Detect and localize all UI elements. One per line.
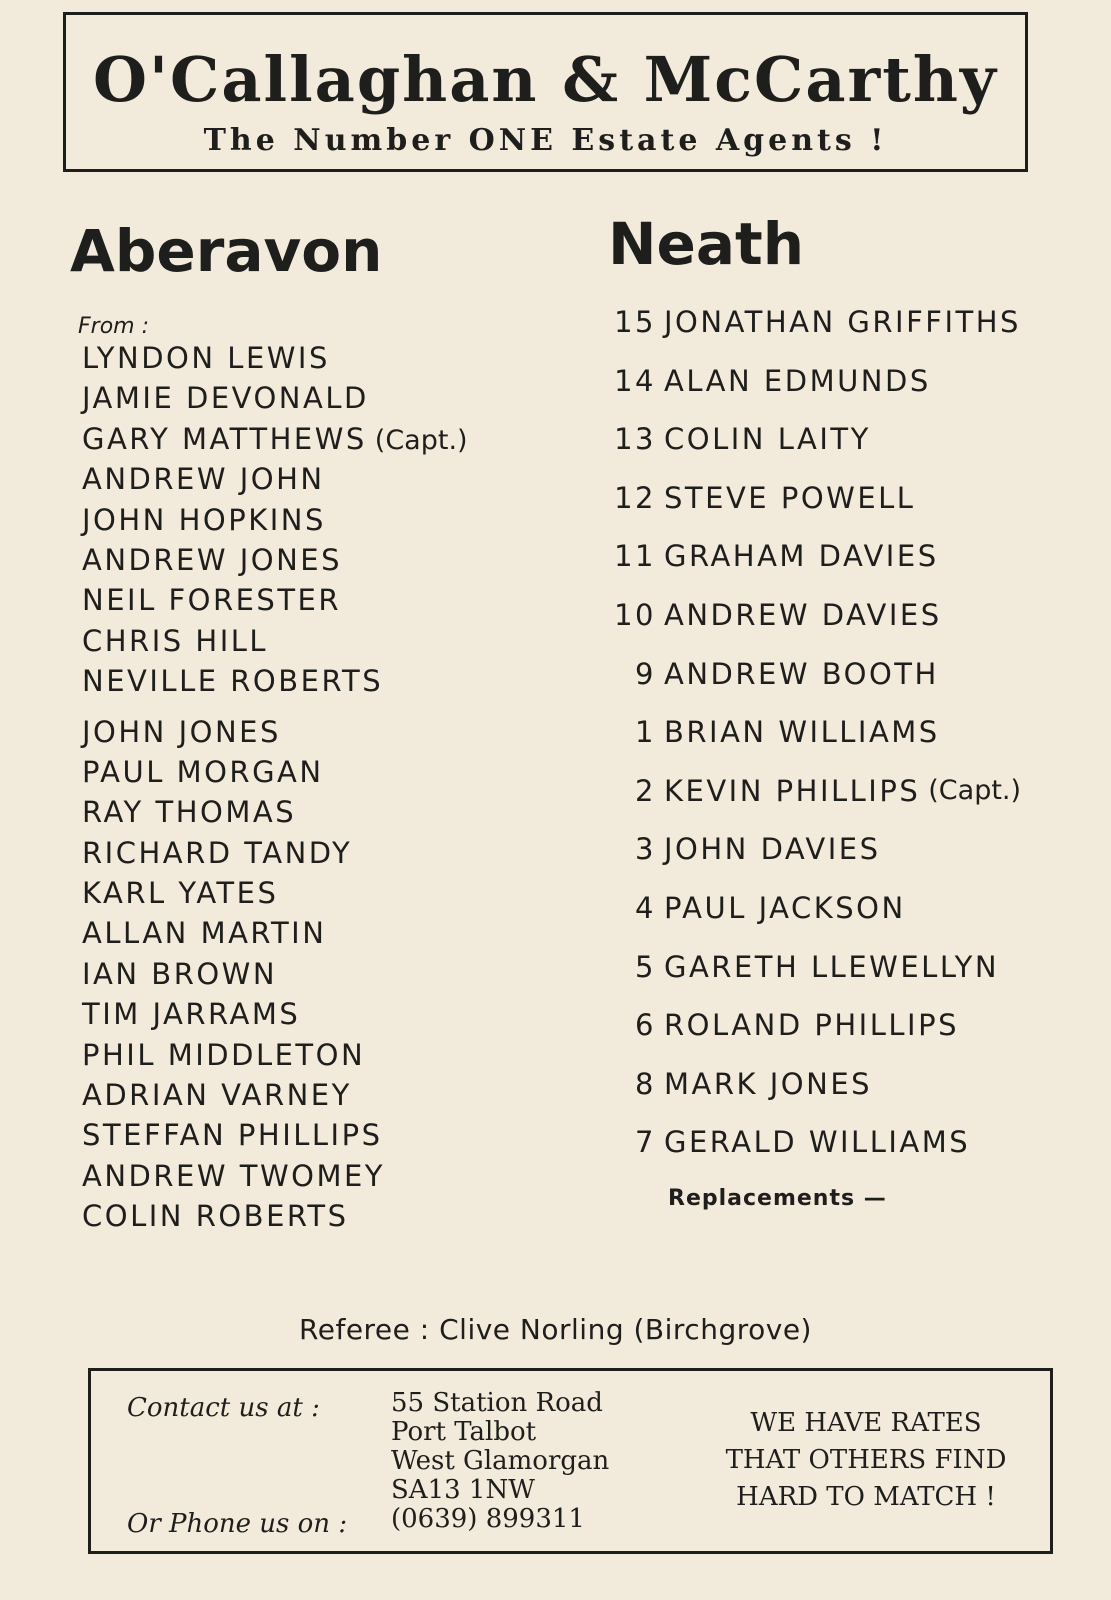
shirt-number: 8 [635, 1066, 656, 1101]
agency-tagline: The Number ONE Estate Agents ! [203, 123, 888, 158]
shirt-number: 14 [614, 363, 656, 398]
list-item [600, 536, 1021, 595]
shirt-number: 13 [614, 422, 656, 457]
list-item [600, 654, 1021, 713]
list-item [82, 378, 468, 418]
phone-label: Or Phone us on : [127, 1509, 348, 1539]
list-item [82, 873, 468, 913]
list-item [600, 478, 1021, 537]
list-item [82, 459, 468, 499]
from-label: From : [78, 314, 149, 339]
player-name: JOHN JONES [82, 714, 281, 749]
list-item [600, 1122, 1021, 1181]
player-name: ADRIAN VARNEY [82, 1078, 352, 1113]
replacements-label: Replacements — [668, 1186, 887, 1211]
player-name: RAY THOMAS [82, 795, 297, 830]
player-name: BRIAN WILLIAMS [664, 715, 940, 750]
shirt-number: 6 [635, 1008, 656, 1043]
home-team-heading: Aberavon [70, 217, 383, 285]
player-name: MARK JONES [664, 1066, 873, 1101]
away-team-heading: Neath [608, 210, 805, 278]
shirt-number: 4 [635, 890, 656, 925]
list-item [600, 947, 1021, 1006]
list-item [82, 792, 468, 832]
address-line: 55 Station Road [391, 1388, 603, 1418]
player-name: JAMIE DEVONALD [82, 381, 369, 416]
player-name: PHIL MIDDLETON [82, 1037, 366, 1072]
slogan-line: HARD TO MATCH ! [736, 1482, 996, 1512]
list-item [82, 954, 468, 994]
player-name: CHRIS HILL [82, 623, 269, 658]
agency-advert-bottom [88, 1368, 1053, 1554]
player-name: IAN BROWN [82, 956, 278, 991]
player-name: JOHN DAVIES [664, 832, 881, 867]
shirt-number: 11 [614, 539, 656, 574]
player-name: KARL YATES [82, 876, 279, 911]
list-item [600, 829, 1021, 888]
slogan-line: WE HAVE RATES [750, 1408, 982, 1438]
shirt-number: 12 [614, 480, 656, 515]
player-name: TIM JARRAMS [82, 997, 301, 1032]
list-item [82, 1115, 468, 1155]
player-name: NEVILLE ROBERTS [82, 664, 384, 699]
agency-address [391, 1389, 609, 1534]
agency-slogan [701, 1405, 1031, 1516]
player-name: PAUL MORGAN [82, 754, 324, 789]
list-item [82, 1196, 468, 1236]
player-name: COLIN ROBERTS [82, 1199, 349, 1234]
home-team-list [82, 338, 468, 1237]
agency-advert-top [63, 12, 1028, 172]
shirt-number: 15 [614, 305, 656, 339]
player-name: GRAHAM DAVIES [664, 539, 939, 574]
player-name: STEVE POWELL [664, 480, 916, 515]
away-team-list [600, 302, 1021, 1181]
list-item [82, 752, 468, 792]
player-name: COLIN LAITY [664, 422, 871, 457]
player-name: ANDREW JONES [82, 542, 343, 577]
list-item [82, 913, 468, 953]
list-item [600, 419, 1021, 478]
list-item [600, 712, 1021, 771]
list-item [82, 1035, 468, 1075]
shirt-number: 9 [635, 656, 656, 691]
agency-name: O'Callaghan & McCarthy [93, 43, 998, 116]
captain-note: (Capt.) [374, 424, 468, 456]
player-name: ANDREW TWOMEY [82, 1158, 386, 1193]
shirt-number: 2 [635, 773, 656, 808]
player-name: RICHARD TANDY [82, 835, 353, 870]
player-name: ANDREW JOHN [82, 462, 325, 497]
list-item [82, 712, 468, 752]
list-item [82, 621, 468, 661]
list-item [82, 540, 468, 580]
list-item [600, 595, 1021, 654]
player-name: STEFFAN PHILLIPS [82, 1118, 383, 1153]
captain-note: (Capt.) [928, 774, 1022, 806]
phone-number: (0639) 899311 [391, 1504, 585, 1534]
player-name: GARY MATTHEWS [82, 421, 367, 456]
player-name: PAUL JACKSON [664, 890, 906, 925]
list-item [82, 994, 468, 1034]
player-name: ALAN EDMUNDS [664, 363, 931, 398]
player-name: GARETH LLEWELLYN [664, 949, 1000, 984]
address-line: West Glamorgan [391, 1446, 610, 1476]
player-name: ROLAND PHILLIPS [664, 1008, 959, 1043]
referee-line: Referee : Clive Norling (Birchgrove) [299, 1313, 812, 1346]
list-item [600, 361, 1021, 420]
list-item [82, 833, 468, 873]
list-item [600, 1064, 1021, 1123]
player-name: LYNDON LEWIS [82, 341, 330, 375]
player-name: NEIL FORESTER [82, 583, 342, 618]
list-item [82, 500, 468, 540]
player-name: GERALD WILLIAMS [664, 1125, 971, 1160]
shirt-number: 7 [635, 1125, 656, 1160]
list-item [82, 338, 468, 378]
list-item [82, 661, 468, 701]
list-item [600, 302, 1021, 361]
player-name: ANDREW DAVIES [664, 597, 942, 632]
shirt-number: 1 [635, 715, 656, 750]
list-item [600, 771, 1021, 830]
list-item [600, 888, 1021, 947]
address-line: Port Talbot [391, 1417, 537, 1447]
player-name: ALLAN MARTIN [82, 916, 327, 951]
list-item [82, 580, 468, 620]
list-item [82, 1075, 468, 1115]
contact-label: Contact us at : [127, 1393, 320, 1423]
player-name: JOHN HOPKINS [82, 502, 326, 537]
player-name: JONATHAN GRIFFITHS [664, 305, 1021, 339]
list-item [82, 1156, 468, 1196]
list-item [600, 1005, 1021, 1064]
list-item [82, 419, 468, 459]
player-name: KEVIN PHILLIPS [664, 773, 921, 808]
shirt-number: 5 [635, 949, 656, 984]
shirt-number: 10 [614, 597, 656, 632]
address-line: SA13 1NW [391, 1475, 535, 1505]
player-name: ANDREW BOOTH [664, 656, 939, 691]
slogan-line: THAT OTHERS FIND [725, 1445, 1007, 1475]
shirt-number: 3 [635, 832, 656, 867]
